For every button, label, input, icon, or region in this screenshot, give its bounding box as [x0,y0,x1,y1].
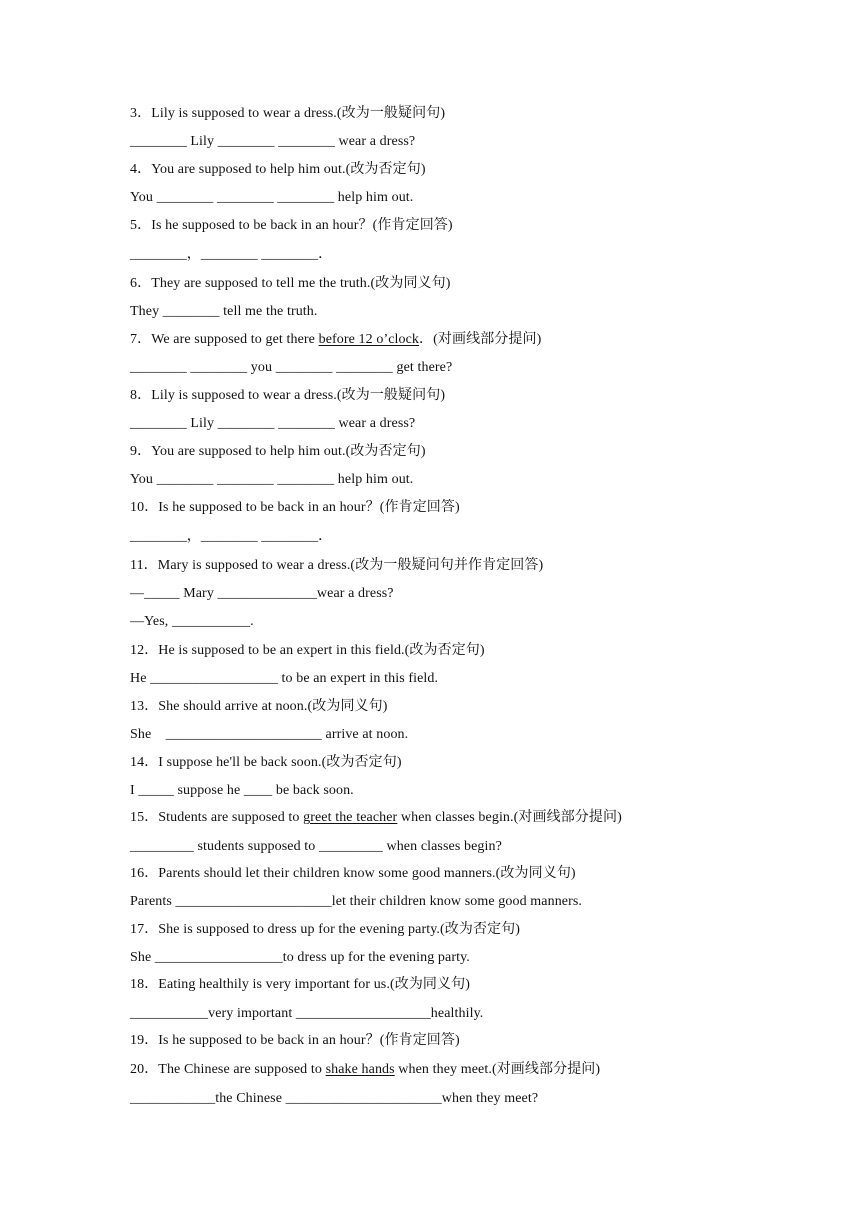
answer-line-4: You ________ ________ ________ help him out. [130,190,414,205]
question-18: 18．Eating healthily is very important for us.(改为同义句) [130,977,470,992]
answer-line-18: ___________very important ___________________healthily. [130,1006,484,1021]
answer-line-14: I _____ suppose he ____ be back soon. [130,783,354,798]
question-10: 10．Is he supposed to be back in an hour？(作肯定回答) [130,500,460,515]
question-15: 15．Students are supposed to greet the teacher when classes begin.(对画线部分提问) [130,810,622,825]
question-19: 19．Is he supposed to be back in an hour？(作肯定回答) [130,1033,460,1048]
answer-line-6: They ________ tell me the truth. [130,304,318,319]
answer-line-11a: —_____ Mary ______________wear a dress? [130,586,394,601]
underlined-phrase: before 12 o’clock [318,332,420,347]
answer-line-15: _________ students supposed to _________ when classes begin? [130,839,502,854]
answer-line-16: Parents ______________________let their children know some good manners. [130,894,583,909]
question-8: 8．Lily is supposed to wear a dress.(改为一般疑问句) [130,388,446,403]
answer-line-7: ________ ________ you ________ ________ get there? [130,360,453,375]
question-5: 5．Is he supposed to be back in an hour？(作肯定回答) [130,218,453,233]
answer-line-12: He __________________ to be an expert in this field. [130,671,439,686]
answer-line-17: She __________________to dress up for the evening party. [130,950,470,965]
question-20: 20．The Chinese are supposed to shake hands when they meet.(对画线部分提问) [130,1062,601,1077]
underlined-phrase: greet the teacher [303,810,398,825]
question-14: 14．I suppose he'll be back soon.(改为否定句) [130,755,402,770]
question-17: 17．She is supposed to dress up for the evening party.(改为否定句) [130,922,521,937]
question-7: 7．We are supposed to get there before 12 o’clock．(对画线部分提问) [130,332,542,347]
question-11: 11．Mary is supposed to wear a dress.(改为一般疑问句并作肯定回答) [130,558,544,573]
answer-line-13: She ______________________ arrive at noon. [130,727,409,742]
question-16: 16．Parents should let their children know some good manners.(改为同义句) [130,866,576,881]
answer-line-11b: —Yes, ___________. [130,614,254,629]
underlined-phrase: shake hands [325,1062,395,1077]
question-13: 13．She should arrive at noon.(改为同义句) [130,699,388,714]
question-9: 9．You are supposed to help him out.(改为否定句) [130,444,426,459]
answer-line-5: ________，________ ________． [130,247,333,262]
question-4: 4．You are supposed to help him out.(改为否定句) [130,162,426,177]
answer-line-9: You ________ ________ ________ help him out. [130,472,414,487]
question-3: 3．Lily is supposed to wear a dress.(改为一般疑问句) [130,106,446,121]
question-6: 6．They are supposed to tell me the truth.(改为同义句) [130,276,451,291]
answer-line-3: ________ Lily ________ ________ wear a dress? [130,134,416,149]
answer-line-10: ________，________ ________． [130,529,333,544]
answer-line-8: ________ Lily ________ ________ wear a dress? [130,416,416,431]
question-12: 12．He is supposed to be an expert in this field.(改为否定句) [130,643,485,658]
answer-line-20: ____________the Chinese ______________________when they meet? [130,1091,539,1106]
